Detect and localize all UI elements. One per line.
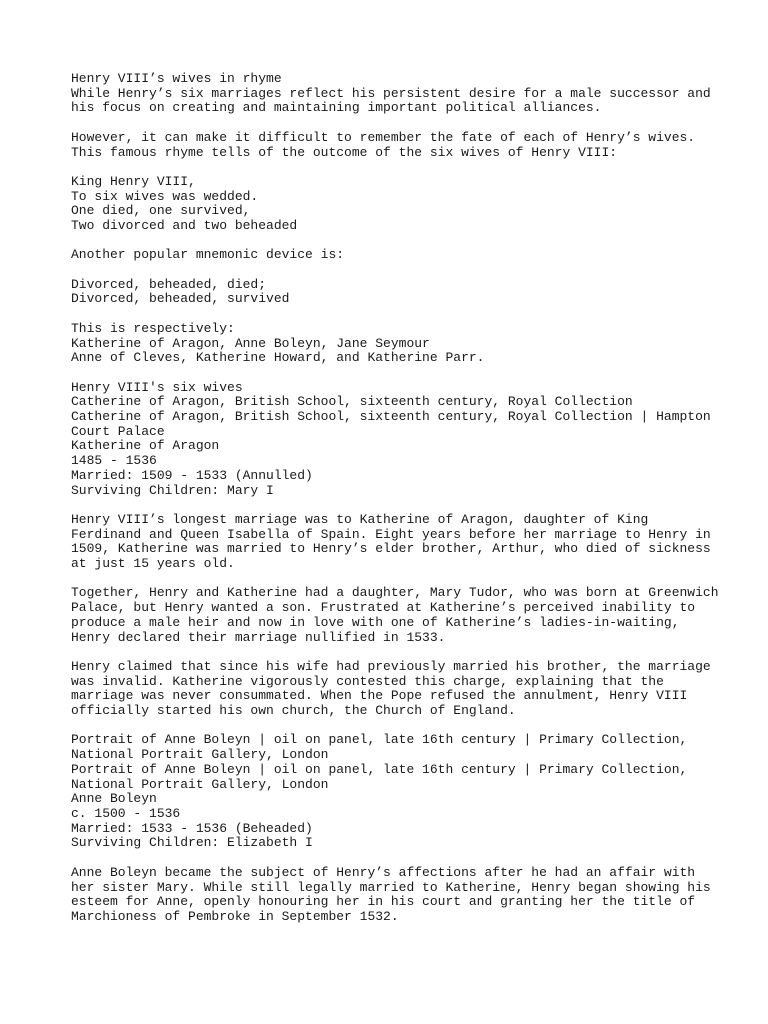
paragraph-katherine-marriage <box>71 513 751 572</box>
heading-wives-in-rhyme: Henry VIII’s wives in rhyme <box>71 71 282 86</box>
text-line: This is respectively: <box>71 320 235 336</box>
paragraph-mnemonic-intro <box>71 248 751 263</box>
rhyme-line: Two divorced and two beheaded <box>71 218 298 233</box>
text-line: Henry declared their marriage nullified in 1533. <box>71 629 446 645</box>
wife-lifespan: c. 1500 - 1536 <box>71 806 181 821</box>
text-line: produce a male heir and now in love with one of Katherine’s ladies-in-waiting, <box>71 614 680 630</box>
paragraph-church-of-england <box>71 660 751 719</box>
wife-children: Surviving Children: Elizabeth I <box>71 835 313 851</box>
paragraph-anne-boleyn-profile <box>71 733 751 851</box>
text-line: marriage was never consummated. When the Pope refused the annulment, Henry VIII <box>71 688 688 704</box>
text-line: Marchioness of Pembroke in September 1532. <box>71 908 399 924</box>
image-caption: Catherine of Aragon, British School, sixteenth century, Royal Collection <box>71 394 633 410</box>
text-line: was invalid. Katherine vigorously contested this charge, explaining that the <box>71 673 664 689</box>
paragraph-rhyme <box>71 175 751 234</box>
document-page <box>71 72 751 939</box>
paragraph-respectively <box>71 322 751 366</box>
mnemonic-line: Divorced, beheaded, survived <box>71 291 290 307</box>
text-line: Henry claimed that since his wife had previously married his brother, the marriage <box>71 658 711 674</box>
text-line: officially started his own church, the Church of England. <box>71 703 516 719</box>
text-line: Anne of Cleves, Katherine Howard, and Katherine Parr. <box>71 350 485 366</box>
text-line: Katherine of Aragon, Anne Boleyn, Jane Seymour <box>71 335 430 351</box>
paragraph-mnemonic <box>71 278 751 307</box>
text-line: 1509, Katherine was married to Henry’s elder brother, Arthur, who died of sickness <box>71 541 711 557</box>
text-line: Ferdinand and Queen Isabella of Spain. Eight years before her marriage to Henry in <box>71 526 711 542</box>
text-line: This famous rhyme tells of the outcome of the six wives of Henry VIII: <box>71 144 618 160</box>
wife-lifespan: 1485 - 1536 <box>71 453 157 469</box>
text-line: at just 15 years old. <box>71 556 235 572</box>
image-caption: National Portrait Gallery, London <box>71 776 329 792</box>
paragraph-intro <box>71 72 751 116</box>
rhyme-line: One died, one survived, <box>71 203 251 219</box>
text-line: esteem for Anne, openly honouring her in his court and granting her the title of <box>71 894 696 910</box>
image-caption: Court Palace <box>71 423 165 439</box>
text-line: While Henry’s six marriages reflect his persistent desire for a male successor and <box>71 85 711 101</box>
text-line: Anne Boleyn became the subject of Henry’s affections after he had an affair with <box>71 864 696 880</box>
image-caption: Catherine of Aragon, British School, sixteenth century, Royal Collection | Hampton <box>71 409 711 425</box>
image-caption: Portrait of Anne Boleyn | oil on panel, late 16th century | Primary Collection, <box>71 761 688 777</box>
text-line: her sister Mary. While still legally married to Katherine, Henry began showing his <box>71 879 711 895</box>
mnemonic-line: Divorced, beheaded, died; <box>71 276 267 292</box>
paragraph-rhyme-intro <box>71 131 751 160</box>
paragraph-anne-boleyn-story <box>71 866 751 925</box>
text-line: Henry VIII’s longest marriage was to Katherine of Aragon, daughter of King <box>71 511 649 527</box>
paragraph-katherine-aragon-profile <box>71 381 751 499</box>
text-line: Palace, but Henry wanted a son. Frustrated at Katherine’s perceived inability to <box>71 600 696 616</box>
rhyme-line: King Henry VIII, <box>71 173 196 189</box>
paragraph-mary-tudor <box>71 586 751 645</box>
wife-marriage: Married: 1509 - 1533 (Annulled) <box>71 467 313 483</box>
image-caption: National Portrait Gallery, London <box>71 747 329 763</box>
text-line: Another popular mnemonic device is: <box>71 247 345 263</box>
wife-name: Katherine of Aragon <box>71 438 220 454</box>
text-line: However, it can make it difficult to remember the fate of each of Henry’s wives. <box>71 129 696 145</box>
wife-name: Anne Boleyn <box>71 791 157 807</box>
wife-marriage: Married: 1533 - 1536 (Beheaded) <box>71 820 313 836</box>
text-line: his focus on creating and maintaining important political alliances. <box>71 100 602 116</box>
image-caption: Portrait of Anne Boleyn | oil on panel, late 16th century | Primary Collection, <box>71 732 688 748</box>
heading-six-wives: Henry VIII's six wives <box>71 379 243 395</box>
rhyme-line: To six wives was wedded. <box>71 188 259 204</box>
wife-children: Surviving Children: Mary I <box>71 482 274 498</box>
text-line: Together, Henry and Katherine had a daughter, Mary Tudor, who was born at Greenwich <box>71 585 719 601</box>
